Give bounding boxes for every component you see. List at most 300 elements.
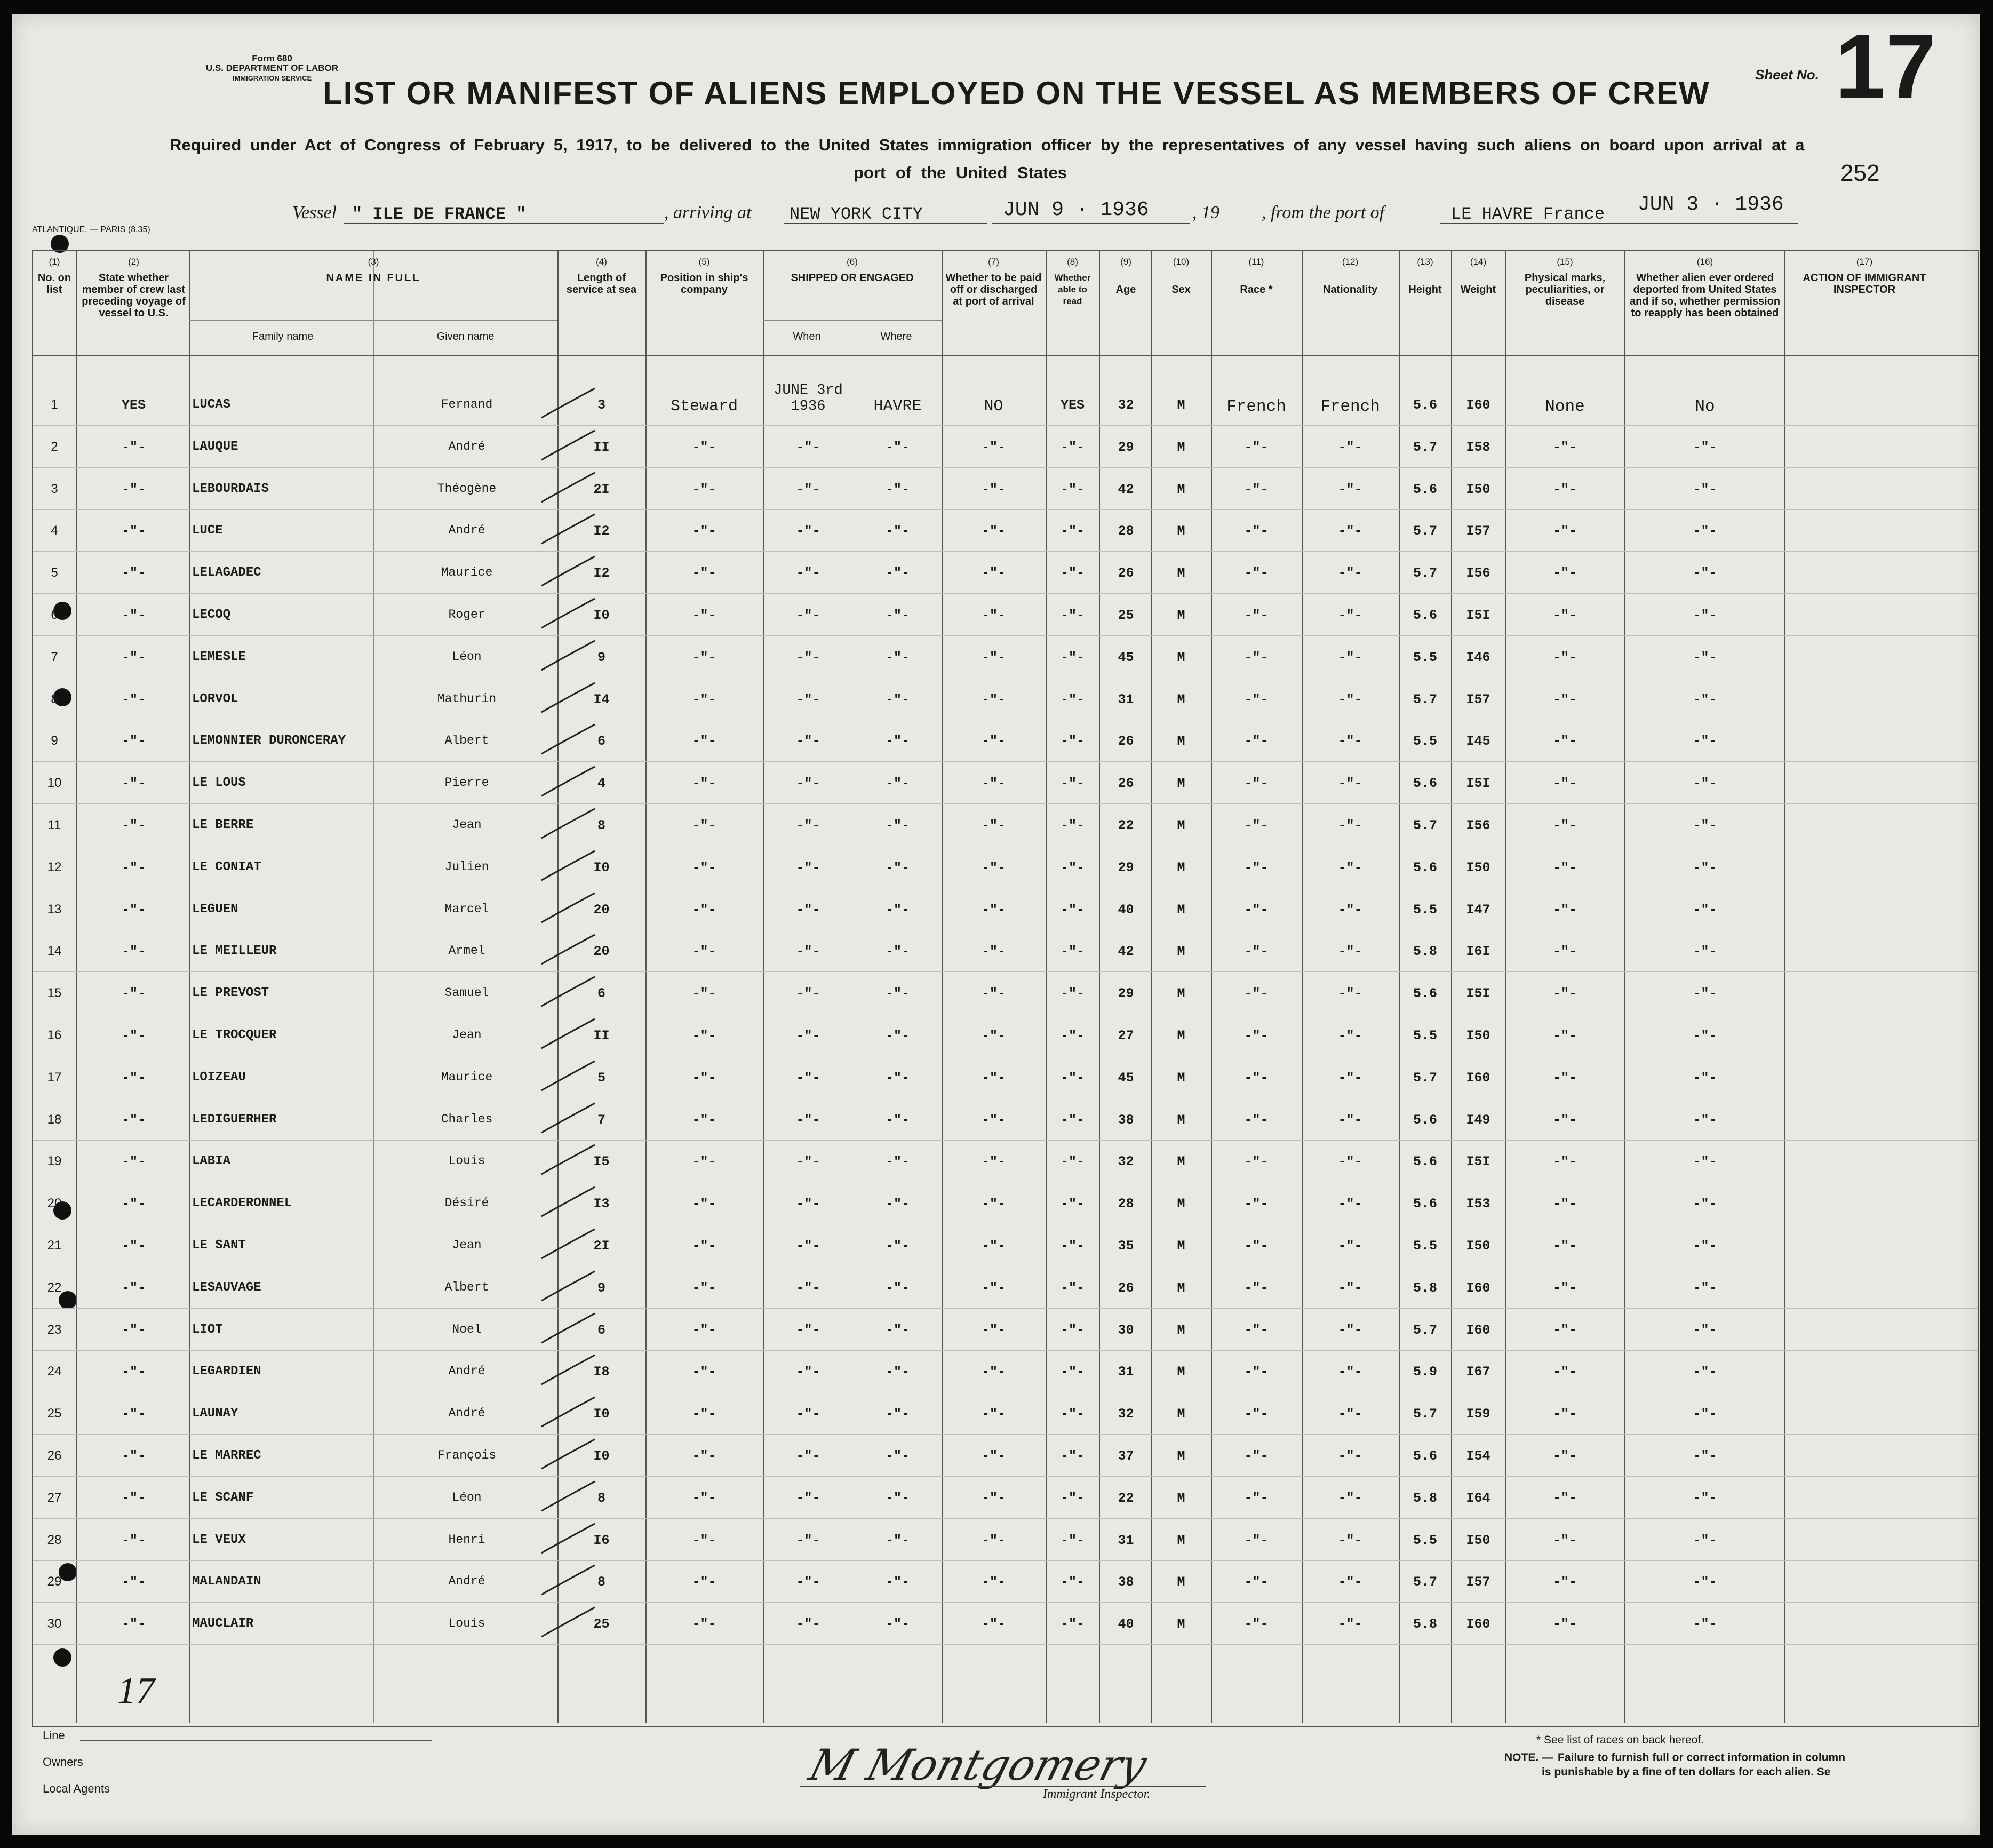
nationality: -"- [1338,1280,1362,1296]
nationality: -"- [1338,608,1362,623]
length-of-service: 8 [597,1490,605,1506]
sex: M [1177,1532,1185,1548]
length-of-service: 20 [593,944,610,960]
shipped-when: -"- [796,608,820,623]
position: -"- [692,1364,716,1380]
family-name: LEMESLE [192,649,246,664]
row-number: 19 [47,1154,62,1169]
col-header-4: (4) Length of service at sea [566,257,637,296]
shipped-when: -"- [796,1196,820,1212]
physical-marks: -"- [1552,565,1577,582]
line-label: Line [43,1728,65,1742]
weight: I59 [1466,1406,1490,1422]
able-to-read: -"- [1060,986,1085,1002]
nationality: -"- [1338,902,1362,918]
check-mark [539,638,597,675]
family-name: LOIZEAU [192,1070,246,1085]
check-mark [539,1142,597,1180]
able-to-read: -"- [1060,818,1085,833]
race: -"- [1244,1322,1269,1338]
given-name: André [448,1364,485,1379]
race: -"- [1244,1028,1269,1044]
sex: M [1177,649,1185,665]
weight: I50 [1466,481,1490,497]
col-header-12: (12) Nationality [1322,257,1378,296]
shipped-where: -"- [885,1406,910,1422]
paid-off: -"- [981,944,1006,960]
col-divider [189,251,190,1723]
crew-prev-voyage: -"- [121,1154,146,1170]
physical-marks: -"- [1552,1490,1577,1506]
col-header-11: (11) Race * [1240,257,1273,296]
row-number: 16 [47,1028,62,1042]
race: -"- [1244,1070,1269,1086]
deported: -"- [1693,1448,1717,1464]
family-name-header: Family name [252,331,314,342]
shipped-when: -"- [796,734,820,750]
crew-prev-voyage: -"- [121,1616,146,1632]
able-to-read: -"- [1060,1154,1085,1170]
race: -"- [1244,902,1269,918]
col-header-16: (16) Whether alien ever ordered deported from United States and if so, whether permission to reapply has been obtained [1629,257,1781,319]
arriving-port: NEW YORK CITY [790,204,923,224]
nationality: -"- [1338,859,1362,875]
age: 35 [1118,1238,1134,1254]
shipped-when: -"- [796,1028,820,1044]
note-label: NOTE. — [1504,1751,1553,1764]
shipped-where: -"- [885,565,910,582]
check-mark [539,1016,597,1054]
crew-prev-voyage: -"- [121,1280,146,1296]
height: 5.6 [1413,776,1437,792]
weight: I49 [1466,1112,1490,1128]
col-header-7: (7) Whether to be paid off or discharged at port of arrival [945,257,1042,307]
shipped-where: -"- [885,1196,910,1212]
row-rule [33,635,1978,636]
row-rule [33,593,1978,594]
height: 5.7 [1413,818,1437,833]
height: 5.5 [1413,649,1437,665]
weight: I57 [1466,691,1490,707]
position: -"- [692,1154,716,1170]
row-rule [33,425,1978,426]
length-of-service: 2I [593,1238,610,1254]
physical-marks: -"- [1552,1364,1577,1380]
length-of-service: 2I [593,481,610,497]
race: -"- [1244,565,1269,582]
page-title: LIST OR MANIFEST OF ALIENS EMPLOYED ON THE VESSEL AS MEMBERS OF CREW [323,75,1710,111]
race: -"- [1244,776,1269,792]
race: -"- [1244,649,1269,665]
shipped-where: HAVRE [873,397,922,416]
length-of-service: 25 [593,1616,610,1632]
position: -"- [692,1112,716,1128]
age: 42 [1118,944,1134,960]
nationality: -"- [1338,1406,1362,1422]
note-text-1: Failure to furnish full or correct information in column [1558,1751,1846,1764]
physical-marks: -"- [1552,1070,1577,1086]
age: 37 [1118,1448,1134,1464]
race: -"- [1244,1112,1269,1128]
given-name-header: Given name [436,331,495,342]
physical-marks: -"- [1552,859,1577,875]
shipped-where: -"- [885,734,910,750]
paid-off: -"- [981,1028,1006,1044]
length-of-service: I0 [593,1406,610,1422]
able-to-read: -"- [1060,1280,1085,1296]
shipped-header-rule [763,320,942,321]
shipped-where: -"- [885,1028,910,1044]
able-to-read: -"- [1060,691,1085,707]
height: 5.7 [1413,1574,1437,1590]
age: 45 [1118,1070,1134,1086]
col-divider [1046,251,1047,1723]
height: 5.7 [1413,523,1437,539]
check-mark [539,554,597,591]
crew-prev-voyage: -"- [121,944,146,960]
crew-prev-voyage: -"- [121,439,146,455]
sex: M [1177,944,1185,960]
deported: -"- [1693,439,1717,455]
col-header-8: (8) Whether able to read [1054,257,1091,306]
weight: I5I [1466,776,1490,792]
name-subdivider [373,251,374,1723]
col-divider [1624,251,1625,1723]
height: 5.6 [1413,397,1437,413]
weight: I60 [1466,1280,1490,1296]
given-name: André [448,523,485,538]
age: 40 [1118,902,1134,918]
col-header-5: (5) Position in ship's company [660,257,748,296]
sex: M [1177,1154,1185,1170]
able-to-read: -"- [1060,1112,1085,1128]
position: -"- [692,1028,716,1044]
position: -"- [692,902,716,918]
paid-off: -"- [981,523,1006,539]
race: -"- [1244,1532,1269,1548]
sex: M [1177,523,1185,539]
physical-marks: -"- [1552,944,1577,960]
row-rule [33,971,1978,972]
able-to-read: -"- [1060,1616,1085,1632]
row-rule [33,1644,1978,1645]
physical-marks: -"- [1552,608,1577,623]
given-name: Jean [452,1238,482,1252]
check-mark [539,1184,597,1222]
age: 26 [1118,776,1134,792]
family-name: LAUQUE [192,439,238,454]
crew-prev-voyage: -"- [121,649,146,665]
length-of-service: 20 [593,902,610,918]
col-header-10: (10) Sex [1171,257,1191,296]
length-of-service: I0 [593,859,610,875]
crew-prev-voyage: -"- [121,523,146,539]
race: -"- [1244,523,1269,539]
position: -"- [692,439,716,455]
nationality: French [1320,397,1380,416]
shipped-where: -"- [885,1154,910,1170]
given-name: Charles [441,1112,493,1126]
sex: M [1177,1112,1185,1128]
check-mark [539,848,597,886]
age: 26 [1118,734,1134,750]
age: 42 [1118,481,1134,497]
family-name: LIOT [192,1322,223,1337]
position: -"- [692,481,716,497]
physical-marks: -"- [1552,776,1577,792]
weight: I6I [1466,944,1490,960]
sex: M [1177,818,1185,833]
crew-prev-voyage: -"- [121,1532,146,1548]
deported: -"- [1693,1532,1717,1548]
crew-prev-voyage: -"- [121,1574,146,1590]
shipped-when: JUNE 3rd 1936 [774,383,843,415]
col-header-2: (2) State whether member of crew last preceding voyage of vessel to U.S. [82,257,186,319]
header-bottom-rule [32,355,1979,356]
arrival-stamp: JUN 9 · 1936 [1003,198,1149,221]
length-of-service: I8 [593,1364,610,1380]
paid-off: -"- [981,565,1006,582]
row-rule [33,551,1978,552]
weight: I60 [1466,1322,1490,1338]
family-name: LAUNAY [192,1406,238,1421]
row-number: 21 [47,1238,62,1253]
row-number: 27 [47,1490,62,1505]
race: -"- [1244,1448,1269,1464]
name-header-rule [189,320,557,321]
port-underline [784,223,987,224]
paid-off: -"- [981,1616,1006,1632]
sex: M [1177,1238,1185,1254]
position: -"- [692,986,716,1002]
weight: I5I [1466,1154,1490,1170]
length-of-service: I2 [593,523,610,539]
able-to-read: -"- [1060,1448,1085,1464]
deported: -"- [1693,1154,1717,1170]
row-rule [33,1308,1978,1309]
age: 22 [1118,818,1134,833]
deported: -"- [1693,944,1717,960]
physical-marks: -"- [1552,439,1577,455]
crew-prev-voyage: -"- [121,1322,146,1338]
vessel-name: " ILE DE FRANCE " [352,204,527,224]
shipped-where: -"- [885,1070,910,1086]
paid-off: -"- [981,439,1006,455]
check-mark [539,1352,597,1390]
shipped-when: -"- [796,1448,820,1464]
sex: M [1177,1070,1185,1086]
shipped-when: -"- [796,1490,820,1506]
sex: M [1177,397,1185,413]
nationality: -"- [1338,691,1362,707]
col-header-6: (6) SHIPPED OR ENGAGED [791,257,914,284]
family-name: LUCAS [192,397,231,412]
where-header: Where [880,331,912,342]
col-divider [1099,251,1100,1723]
sex: M [1177,902,1185,918]
crew-prev-voyage: -"- [121,902,146,918]
given-name: Marcel [444,902,489,916]
sex: M [1177,1322,1185,1338]
inspector-caption: Immigrant Inspector. [1043,1787,1151,1801]
row-number: 29 [47,1574,62,1589]
race: -"- [1244,608,1269,623]
shipped-where: -"- [885,944,910,960]
age: 38 [1118,1574,1134,1590]
position: -"- [692,565,716,582]
weight: I64 [1466,1490,1490,1506]
position: -"- [692,1490,716,1506]
age: 26 [1118,565,1134,582]
col-divider [1505,251,1506,1723]
age: 31 [1118,691,1134,707]
col-header-1: (1) No. on list [37,257,71,296]
able-to-read: -"- [1060,523,1085,539]
physical-marks: -"- [1552,1154,1577,1170]
nationality: -"- [1338,1112,1362,1128]
deported: -"- [1693,608,1717,623]
weight: I57 [1466,1574,1490,1590]
shipped-when: -"- [796,439,820,455]
crew-prev-voyage: YES [121,397,146,413]
race: -"- [1244,986,1269,1002]
physical-marks: -"- [1552,818,1577,833]
length-of-service: I0 [593,608,610,623]
paid-off: -"- [981,1532,1006,1548]
able-to-read: -"- [1060,1028,1085,1044]
height: 5.7 [1413,1070,1437,1086]
height: 5.7 [1413,439,1437,455]
family-name: LE MEILLEUR [192,944,277,959]
given-name: Henri [448,1532,485,1547]
printer-imprint: ATLANTIQUE. — PARIS (8.35) [32,225,150,234]
physical-marks: -"- [1552,1448,1577,1464]
given-name: Samuel [444,986,489,1000]
height: 5.6 [1413,608,1437,623]
check-mark [539,1311,597,1348]
row-number: 7 [51,649,58,664]
position: -"- [692,1574,716,1590]
given-name: Albert [444,1280,489,1294]
crew-prev-voyage: -"- [121,859,146,875]
check-mark [539,974,597,1011]
given-name: André [448,1406,485,1421]
paid-off: -"- [981,776,1006,792]
deported: -"- [1693,1280,1717,1296]
able-to-read: -"- [1060,1070,1085,1086]
check-mark [539,1605,597,1642]
length-of-service: 3 [597,397,605,413]
shipped-when: -"- [796,1154,820,1170]
shipped-where: -"- [885,523,910,539]
check-mark [539,890,597,928]
age: 25 [1118,608,1134,623]
given-name: Albert [444,734,489,748]
length-of-service: I3 [593,1196,610,1212]
sex: M [1177,608,1185,623]
shipped-when: -"- [796,818,820,833]
position: -"- [692,1616,716,1632]
sex: M [1177,1448,1185,1464]
age: 31 [1118,1364,1134,1380]
margin-handwritten-mark: 17 [117,1670,155,1711]
col-divider [942,251,943,1723]
height: 5.6 [1413,1112,1437,1128]
sheet-number: 17 [1835,16,1936,117]
row-number: 28 [47,1532,62,1547]
col-header-15: (15) Physical marks, peculiarities, or disease [1524,257,1606,307]
height: 5.8 [1413,944,1437,960]
weight: I46 [1466,649,1490,665]
races-note: * See list of races on back hereof. [1536,1734,1704,1746]
family-name: LUCE [192,523,223,538]
paid-off: -"- [981,1112,1006,1128]
deported: -"- [1693,1070,1717,1086]
shipped-where: -"- [885,439,910,455]
nationality: -"- [1338,1322,1362,1338]
able-to-read: -"- [1060,1490,1085,1506]
shipped-where: -"- [885,859,910,875]
row-rule [33,1434,1978,1435]
nationality: -"- [1338,439,1362,455]
row-rule [33,1140,1978,1141]
position: -"- [692,1448,716,1464]
position: -"- [692,859,716,875]
inspector-signature: M Montgomery [804,1740,1152,1790]
from-underline [1440,223,1798,224]
check-mark [539,1521,597,1558]
shipped-where: -"- [885,1364,910,1380]
position: -"- [692,1196,716,1212]
given-name: Noel [452,1322,482,1336]
deported: -"- [1693,818,1717,833]
given-name: Jean [452,818,482,832]
position: -"- [692,1532,716,1548]
physical-marks: -"- [1552,649,1577,665]
able-to-read: -"- [1060,1322,1085,1338]
family-name: LE TROCQUER [192,1028,277,1042]
sex: M [1177,1364,1185,1380]
age: 38 [1118,1112,1134,1128]
shipped-where: -"- [885,1490,910,1506]
weight: I50 [1466,859,1490,875]
given-name: Louis [448,1616,485,1631]
weight: I53 [1466,1196,1490,1212]
row-rule [33,1560,1978,1561]
check-mark [539,470,597,507]
position: -"- [692,734,716,750]
length-of-service: I2 [593,565,610,582]
shipped-when: -"- [796,859,820,875]
sex: M [1177,439,1185,455]
crew-prev-voyage: -"- [121,1112,146,1128]
weight: I67 [1466,1364,1490,1380]
nationality: -"- [1338,1238,1362,1254]
crew-prev-voyage: -"- [121,1070,146,1086]
paid-off: -"- [981,1406,1006,1422]
check-mark [539,512,597,549]
age: 29 [1118,439,1134,455]
weight: I58 [1466,439,1490,455]
row-number: 2 [51,439,58,454]
check-mark [539,1479,597,1516]
nationality: -"- [1338,481,1362,497]
form-number: Form 680 [252,53,292,63]
sex: M [1177,1028,1185,1044]
race: -"- [1244,1238,1269,1254]
shipped-when: -"- [796,1616,820,1632]
family-name: LE SANT [192,1238,246,1253]
